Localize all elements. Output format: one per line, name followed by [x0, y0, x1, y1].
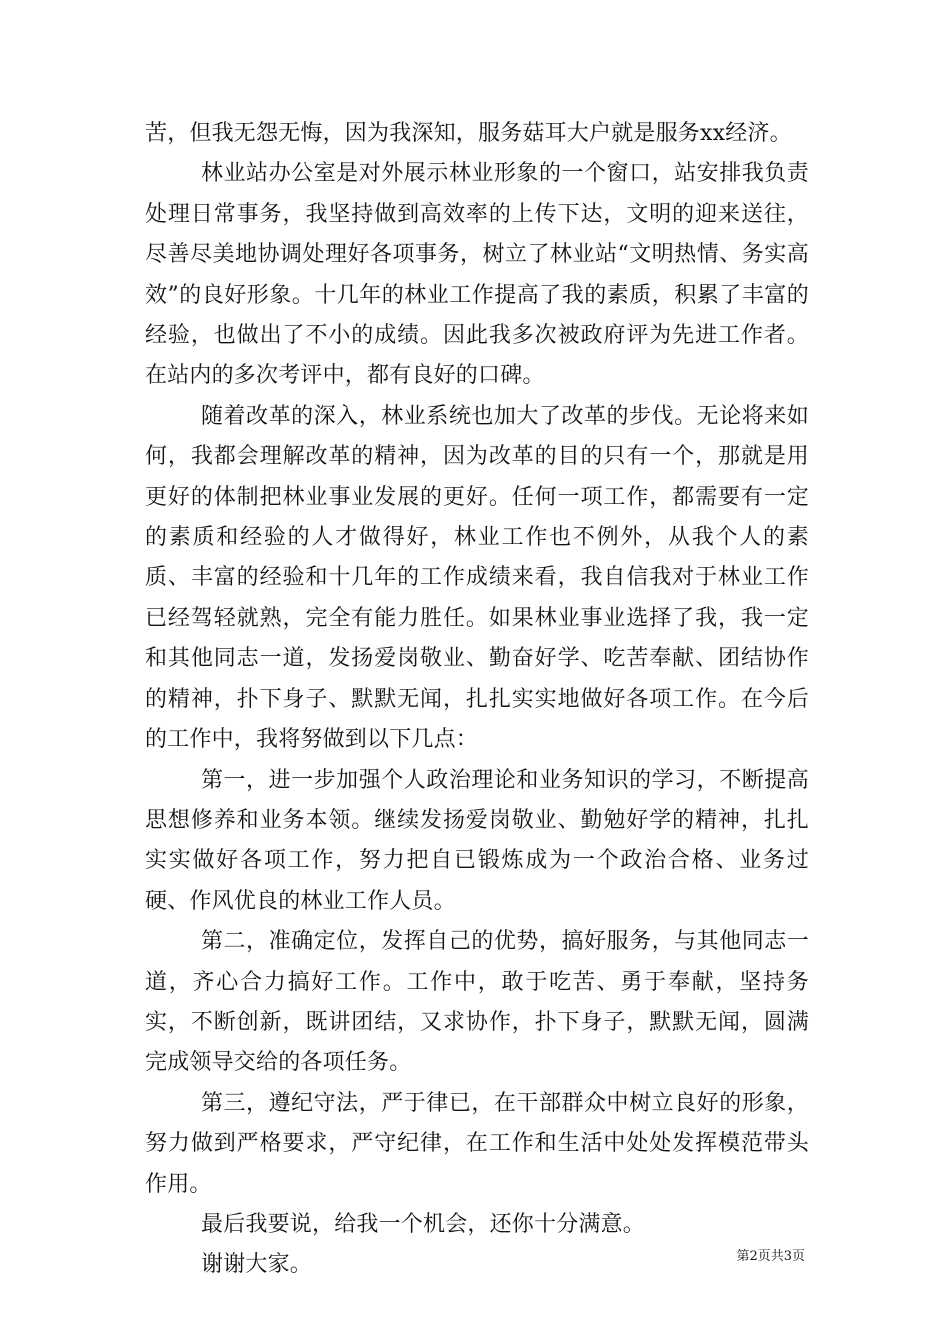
page-number-footer: 第2页共3页: [736, 1249, 805, 1264]
paragraph-closing: 最后我要说，给我一个机会，还你十分满意。: [201, 1211, 646, 1237]
paragraph-point-one: 第一，进一步加强个人政治理论和业务知识的学习，不断提高思想修养和业务本领。继续发扬爱岗敬业、勤勉好学的精神，扎扎实实做好各项工作，努力把自已锻炼成为一个政治合格、业务过硬、作风优良的林业工作人员。: [145, 767, 809, 914]
paragraph-point-three: 第三，遵纪守法，严于律已，在干部群众中树立良好的形象，努力做到严格要求，严守纪律，在工作和生活中处处发挥模范带头作用。: [145, 1090, 809, 1197]
paragraph-office-window: 林业站办公室是对外展示林业形象的一个窗口，站安排我负责处理日常事务，我坚持做到高效率的上传下达，文明的迎来送往，尽善尽美地协调处理好各项事务，树立了林业站“文明热情、务实高效”的良好形象。十几年的林业工作提高了我的素质，积累了丰富的经验，也做出了不小的成绩。因此我多次被政府评为先进工作者。在站内的多次考评中，都有良好的口碑。: [145, 161, 809, 389]
paragraph-point-two: 第二，准确定位，发挥自己的优势，搞好服务，与其他同志一道，齐心合力搞好工作。工作中，敢于吃苦、勇于奉献，坚持务实，不断创新，既讲团结，又求协作，扑下身子，默默无闻，圆满完成领导交给的各项任务。: [145, 929, 809, 1076]
paragraph-reform: 随着改革的深入，林业系统也加大了改革的步伐。无论将来如何，我都会理解改革的精神，因为改革的目的只有一个，那就是用更好的体制把林业事业发展的更好。任何一项工作，都需要有一定的素质和经验的人才做得好，林业工作也不例外，从我个人的素质、丰富的经验和十几年的工作成绩来看，我自信我对于林业工作已经驾轻就熟，完全有能力胜任。如果林业事业选择了我，我一定和其他同志一道，发扬爱岗敬业、勤奋好学、吃苦奉献、团结协作的精神，扑下身子、默默无闻，扎扎实实地做好各项工作。在今后的工作中，我将努做到以下几点：: [145, 403, 809, 753]
document-body: [145, 114, 809, 1286]
paragraph-continuation: 苦，但我无怨无悔，因为我深知，服务菇耳大户就是服务xx经济。: [145, 121, 792, 146]
paragraph-thanks: 谢谢大家。: [201, 1252, 313, 1278]
